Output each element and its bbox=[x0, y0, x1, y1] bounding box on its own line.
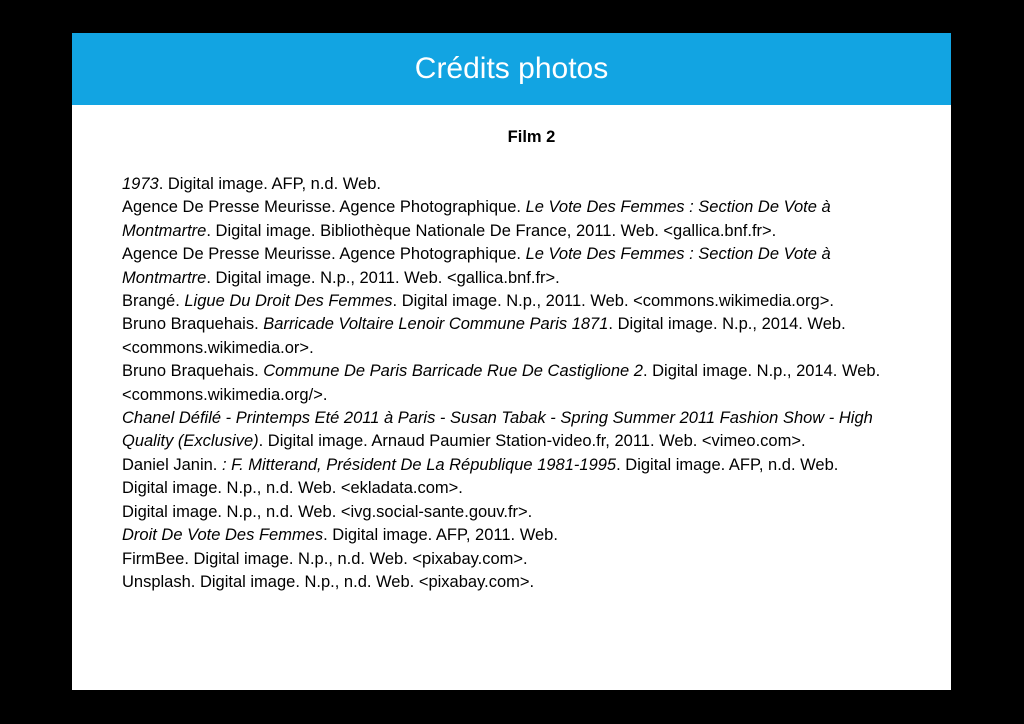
reference-title: : F. Mitterand, Président De La République 1981-1995 bbox=[221, 455, 617, 474]
reference-text: . Digital image. N.p., 2014. Web. <commons.wikimedia.org/>. bbox=[122, 362, 881, 404]
reference-item bbox=[122, 571, 917, 594]
reference-item bbox=[122, 548, 917, 571]
reference-title: Le Vote Des Femmes : Section De Vote à Montmartre bbox=[122, 245, 831, 287]
reference-text: Agence De Presse Meurisse. Agence Photographique. bbox=[122, 245, 526, 264]
reference-title: Le Vote Des Femmes : Section De Vote à Montmartre bbox=[122, 198, 831, 240]
reference-title: Ligue Du Droit Des Femmes bbox=[184, 292, 393, 311]
reference-item bbox=[122, 454, 917, 477]
reference-title: Droit De Vote Des Femmes bbox=[122, 526, 324, 545]
section-title: Film 2 bbox=[507, 128, 556, 146]
reference-item bbox=[122, 196, 917, 243]
reference-text: Digital image. N.p., n.d. Web. <ivg.social-sante.gouv.fr>. bbox=[122, 502, 533, 521]
reference-text: . Digital image. N.p., 2011. Web. <commons.wikimedia.org>. bbox=[392, 292, 834, 311]
reference-text: Daniel Janin. bbox=[122, 455, 222, 474]
reference-text: FirmBee. Digital image. N.p., n.d. Web. <pixabay.com>. bbox=[122, 549, 528, 568]
reference-text: . Digital image. AFP, 2011. Web. bbox=[323, 526, 558, 545]
reference-text: . Digital image. N.p., 2014. Web. <commons.wikimedia.or>. bbox=[122, 315, 846, 357]
reference-item bbox=[122, 243, 917, 290]
reference-item bbox=[122, 173, 917, 196]
reference-list bbox=[122, 173, 917, 594]
reference-title: 1973 bbox=[122, 175, 159, 193]
reference-item bbox=[122, 407, 917, 454]
reference-item bbox=[122, 501, 917, 524]
reference-item bbox=[122, 360, 917, 407]
reference-item bbox=[122, 524, 917, 547]
reference-text: . Digital image. AFP, n.d. Web. bbox=[158, 175, 381, 193]
reference-text: . Digital image. AFP, n.d. Web. bbox=[616, 455, 839, 474]
slide-title: Crédits photos bbox=[414, 52, 609, 85]
slide bbox=[72, 33, 951, 690]
reference-title: Chanel Défilé - Printemps Eté 2011 à Paris - Susan Tabak - Spring Summer 2011 Fashion Show - High Quality (Exclusive) bbox=[122, 409, 873, 451]
reference-text: Digital image. N.p., n.d. Web. <ekladata.com>. bbox=[122, 479, 463, 498]
reference-text: Unsplash. Digital image. N.p., n.d. Web. <pixabay.com>. bbox=[122, 572, 535, 591]
reference-text: Bruno Braquehais. bbox=[122, 315, 264, 334]
header-bar bbox=[72, 33, 951, 105]
reference-title: Commune De Paris Barricade Rue De Castiglione 2 bbox=[263, 362, 643, 381]
reference-item bbox=[122, 290, 917, 313]
reference-item bbox=[122, 313, 917, 360]
reference-text: Agence De Presse Meurisse. Agence Photographique. bbox=[122, 198, 526, 217]
reference-title: Barricade Voltaire Lenoir Commune Paris 1871 bbox=[263, 315, 609, 334]
reference-text: . Digital image. N.p., 2011. Web. <gallica.bnf.fr>. bbox=[206, 268, 560, 287]
reference-text: . Digital image. Arnaud Paumier Station-video.fr, 2011. Web. <vimeo.com>. bbox=[258, 432, 806, 451]
reference-text: Bruno Braquehais. bbox=[122, 362, 264, 381]
reference-text: Brangé. bbox=[122, 292, 185, 311]
reference-text: . Digital image. Bibliothèque Nationale De France, 2011. Web. <gallica.bnf.fr>. bbox=[206, 221, 777, 240]
reference-item bbox=[122, 477, 917, 500]
